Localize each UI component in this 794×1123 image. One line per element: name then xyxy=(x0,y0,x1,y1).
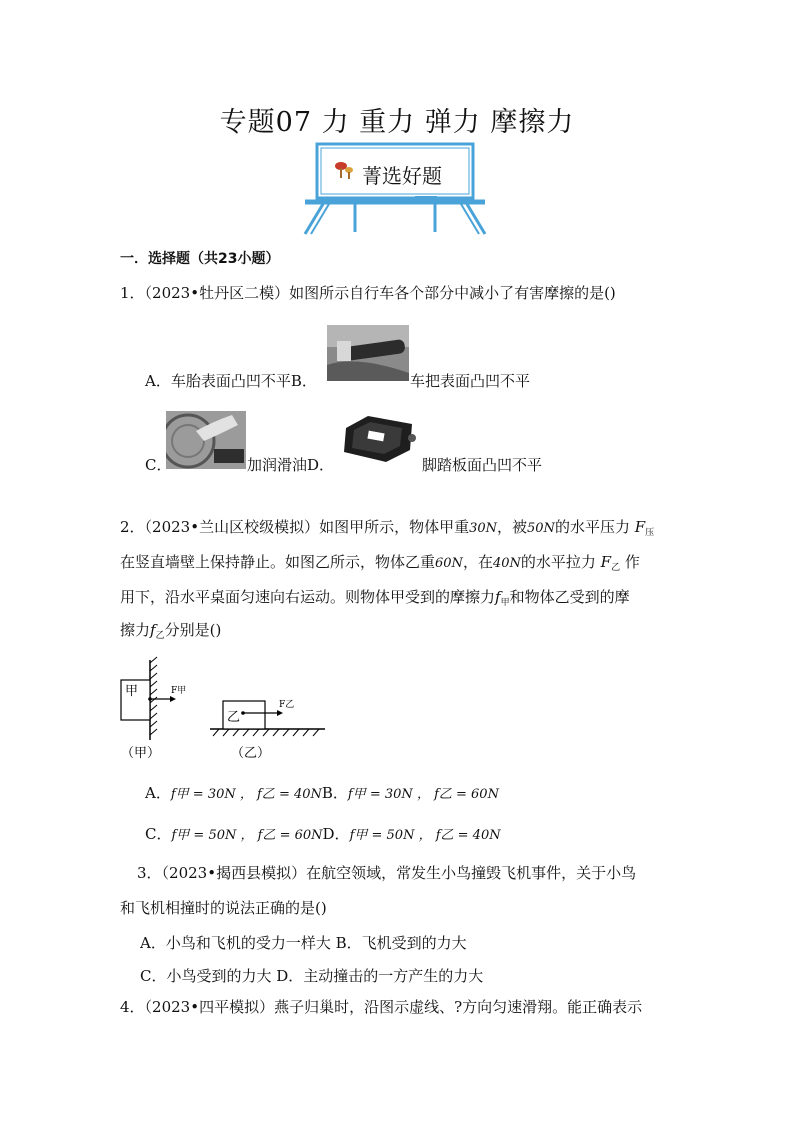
q1-option-d-prefix: D． xyxy=(307,456,335,474)
q2-option-a-label: A． xyxy=(145,784,171,802)
bicycle-handlebar-photo xyxy=(327,325,409,381)
q2-line-2 xyxy=(120,552,640,575)
q2-pull-force: 40N xyxy=(492,556,521,571)
q2-option-b-label: B． xyxy=(321,784,348,802)
q2-text: ，被 xyxy=(497,518,528,536)
q1-option-c-prefix: C． xyxy=(145,456,172,474)
wall-hatch xyxy=(150,657,157,735)
friction-symbol xyxy=(495,588,510,606)
q3-options-cd: C．小鸟受到的力大 D．主动撞击的一方产生的力大 xyxy=(140,967,484,985)
force-subscript: 压 xyxy=(645,528,655,538)
friction-subscript: 乙 xyxy=(155,631,165,641)
force-jia-label: F甲 xyxy=(171,686,187,696)
q2-text: 的水平压力 xyxy=(554,518,630,536)
force-letter: F xyxy=(600,553,612,571)
q2-line-3 xyxy=(120,587,630,610)
q2-text: 分别是() xyxy=(164,621,222,639)
bicycle-pedal-photo xyxy=(338,410,418,466)
q2-text: 用下，沿水平桌面匀速向右运动。则物体甲受到的摩擦力 xyxy=(120,588,496,606)
box-yi-label: 乙 xyxy=(227,710,241,725)
q2-text: 和物体乙受到的摩 xyxy=(509,588,630,606)
q2-text: ，在 xyxy=(462,553,493,571)
banner-label: 菁选好题 xyxy=(362,164,442,188)
q2-weight-yi: 60N xyxy=(435,556,463,571)
q2-text: 的水平拉力 xyxy=(520,553,596,571)
question-3-line-1: 3．（2023•揭西县模拟）在航空领域，常发生小鸟撞毁飞机事件，关于小鸟 xyxy=(137,864,637,882)
caption-yi: （乙） xyxy=(231,746,271,761)
q2-option-d: f甲 = 50N ， f乙 = 40N xyxy=(349,828,501,843)
bicycle-lubrication-photo xyxy=(166,411,246,469)
q2-option-b: f甲 = 30N ， f乙 = 60N xyxy=(347,787,499,802)
friction-letter: f xyxy=(150,621,156,639)
question-1-stem: 1．（2023•牡丹区二模）如图所示自行车各个部分中减小了有害摩擦的是() xyxy=(120,284,616,302)
q2-text: 擦力 xyxy=(120,621,151,639)
q2-text: 作 xyxy=(624,553,640,571)
q2-line-1 xyxy=(120,517,654,540)
q2-text: 在竖直墙壁上保持静止。如图乙所示，物体乙重 xyxy=(120,553,436,571)
q1-option-c: 加润滑油 xyxy=(247,456,308,474)
friction-symbol xyxy=(150,621,165,639)
q2-line-4 xyxy=(120,620,221,643)
q2-text: 2．（2023•兰山区校级模拟）如图甲所示，物体甲重 xyxy=(120,518,470,536)
friction-letter: f xyxy=(495,588,501,606)
q3-options-ab: A．小鸟和飞机的受力一样大 B．飞机受到的力大 xyxy=(140,934,467,952)
q2-option-d-label: D． xyxy=(322,825,350,843)
table-hatch xyxy=(213,729,319,736)
caption-jia: （甲） xyxy=(121,746,161,761)
q2-options-ab xyxy=(145,783,499,805)
question-3-line-2: 和飞机相撞时的说法正确的是() xyxy=(120,899,327,917)
q1-option-b: 车把表面凸凹不平 xyxy=(410,372,531,390)
force-subscript: 乙 xyxy=(611,563,621,573)
q1-option-d: 脚踏板面凸凹不平 xyxy=(422,456,543,474)
question-4-stem: 4．（2023•四平模拟）燕子归巢时，沿图示虚线、?方向匀速滑翔。能正确表示 xyxy=(120,998,643,1016)
force-symbol xyxy=(601,553,620,571)
q1-option-b-prefix: B． xyxy=(290,372,317,390)
q2-option-c-label: C． xyxy=(145,825,172,843)
q1-option-c-d xyxy=(247,455,334,475)
q2-option-a: f甲 = 30N ， f乙 = 40N xyxy=(170,787,322,802)
friction-subscript: 甲 xyxy=(500,598,510,608)
q2-options-cd xyxy=(145,824,501,846)
q2-press-force: 50N xyxy=(527,521,555,536)
box-jia-label: 甲 xyxy=(125,684,139,699)
force-yi-label: F乙 xyxy=(279,700,295,710)
q1-option-a: A．车胎表面凸凹不平 xyxy=(145,372,291,390)
page-title: 专题07 力 重力 弹力 摩擦力 xyxy=(219,107,575,138)
force-symbol xyxy=(635,518,654,536)
force-letter: F xyxy=(634,518,646,536)
q2-option-c: f甲 = 50N ， f乙 = 60N xyxy=(171,828,323,843)
q2-force-diagram xyxy=(115,655,335,765)
q2-weight-jia: 30N xyxy=(469,521,497,536)
q1-option-ab xyxy=(145,371,317,391)
section-heading: 一．选择题（共23小题） xyxy=(120,251,280,267)
